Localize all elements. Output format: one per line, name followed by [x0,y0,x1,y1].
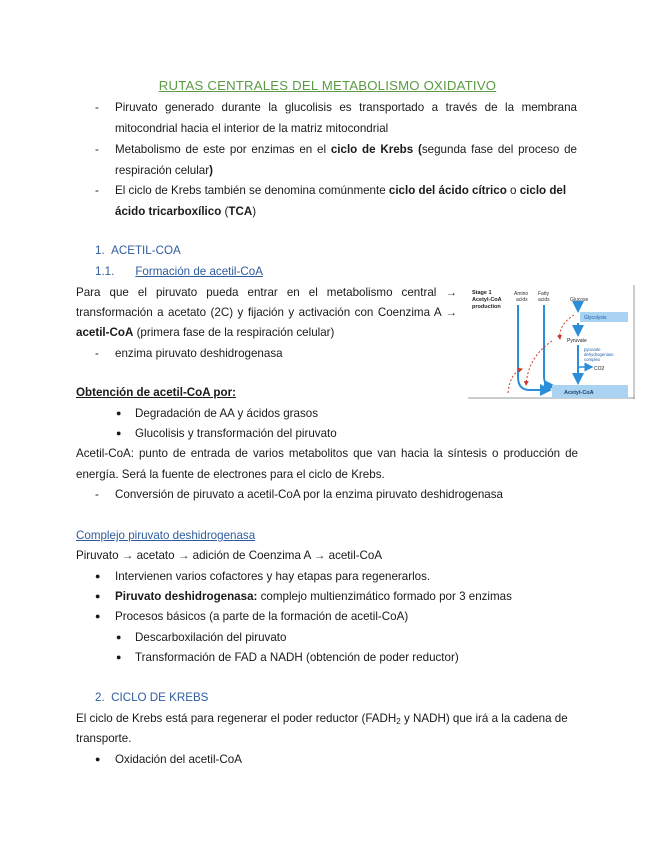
section-2-item-1: Oxidación del acetil-CoA [115,753,242,766]
dash-marker: - [95,488,99,501]
subsection-1-1-heading: 1.1. Formación de acetil-CoA [95,265,263,278]
acetyl-coa-label: Acetyl-CoA [564,390,594,396]
intro-item-3-line-1: El ciclo de Krebs también se denomina comúnmente ciclo del ácido cítrico o ciclo del [115,184,567,197]
dash-marker: - [95,347,99,360]
obtencion-item-2: Glucolisis y transformación del piruvato [135,427,337,440]
para-2-line-1: Acetil-CoA: punto de entrada de varios metabolitos que van hacia la síntesis o producción de [76,447,578,460]
intro-item-1-line-1: Piruvato generado durante la glucolisis es transportado a través de la membrana [115,101,577,114]
section-2-para-line-1: El ciclo de Krebs está para regenerar el poder reductor ($FADH_2$ y NADH) que irá a la cadena de [76,712,568,726]
para-2-line-2: energía. Será la fuente de electrones para el ciclo de Krebs. [76,468,385,481]
glucose-label: Glucose [570,297,589,303]
amino-acids-label: Amino [514,291,529,297]
complejo-subitem-1: Descarboxilación del piruvato [135,631,287,644]
para-1-line-3: acetil-CoA (primera fase de la respiración celular) [76,326,335,339]
section-2-para-line-2: transporte. [76,732,132,745]
amino-acids-label-2: acids [516,297,528,303]
dash-marker: - [95,184,99,197]
intro-item-2-line-1: Metabolismo de este por enzimas en el ciclo de Krebs (segunda fase del proceso de [115,143,577,156]
pdh-label-3: complex [584,357,601,362]
pyruvate-label: Pyruvate [567,338,587,344]
complejo-heading: Complejo piruvato deshidrogenasa [76,529,256,542]
pdh-label-2: dehydrogenase [584,352,614,357]
bullet-marker: ● [95,591,101,601]
fatty-acids-label-2: acids [538,297,550,303]
stage-label-1: Stage 1 [472,290,492,296]
section-2-heading: 2. CICLO DE KREBS [95,691,209,704]
dash-marker: - [95,143,99,156]
intro-item-1-line-2: mitocondrial hacia el interior de la matriz mitocondrial [115,122,389,135]
stage-label-3: production [472,304,501,310]
complejo-item-3: Procesos básicos (a parte de la formación de acetil-CoA) [115,610,409,623]
pdh-label-1: pyruvate [584,347,601,352]
bullet-marker: ● [116,408,122,418]
pathway-diagram [468,285,635,399]
bullet-marker: ● [116,632,122,642]
para-1-line-2: transformación a acetato (2C) y fijación y activación con Coenzima A → [76,306,457,319]
page-title: RUTAS CENTRALES DEL METABOLISMO OXIDATIVO [158,78,497,93]
bullet-marker: ● [116,428,122,438]
complejo-item-1: Intervienen varios cofactores y hay etapas para regenerarlos. [115,570,431,583]
complejo-line: Piruvato → acetato → adición de Coenzima A → acetil-CoA [76,549,383,562]
bullet-marker: ● [95,754,101,764]
obtencion-item-1: Degradación de AA y ácidos grasos [135,407,319,420]
co2-label: CO2 [594,366,605,372]
para-1-line-1: Para que el piruvato pueda entrar en el metabolismo central → [76,286,457,299]
para-1-dash-item: enzima piruvato deshidrogenasa [115,347,283,360]
bullet-marker: ● [95,571,101,581]
fatty-acids-label: Fatty [538,291,550,297]
section-1-heading: 1. ACETIL-COA [95,244,181,257]
stage-label-2: Acetyl-CoA [472,297,502,303]
para-2-dash-item: Conversión de piruvato a acetil-CoA por la enzima piruvato deshidrogenasa [115,488,503,501]
bullet-marker: ● [95,611,101,621]
obtencion-heading: Obtención de acetil-CoA por: [76,386,236,399]
acetyl-coa-production-figure [468,285,635,399]
bullet-marker: ● [116,652,122,662]
complejo-subitem-2: Transformación de FAD a NADH (obtención de poder reductor) [135,651,459,664]
intro-item-2-line-2: respiración celular) [115,164,213,177]
dash-marker: - [95,101,99,114]
complejo-item-2: Piruvato deshidrogenasa: complejo multienzimático formado por 3 enzimas [115,590,512,603]
glycolysis-label: Glycolysis [584,315,607,321]
intro-item-3-line-2: ácido tricarboxílico (TCA) [115,205,257,218]
